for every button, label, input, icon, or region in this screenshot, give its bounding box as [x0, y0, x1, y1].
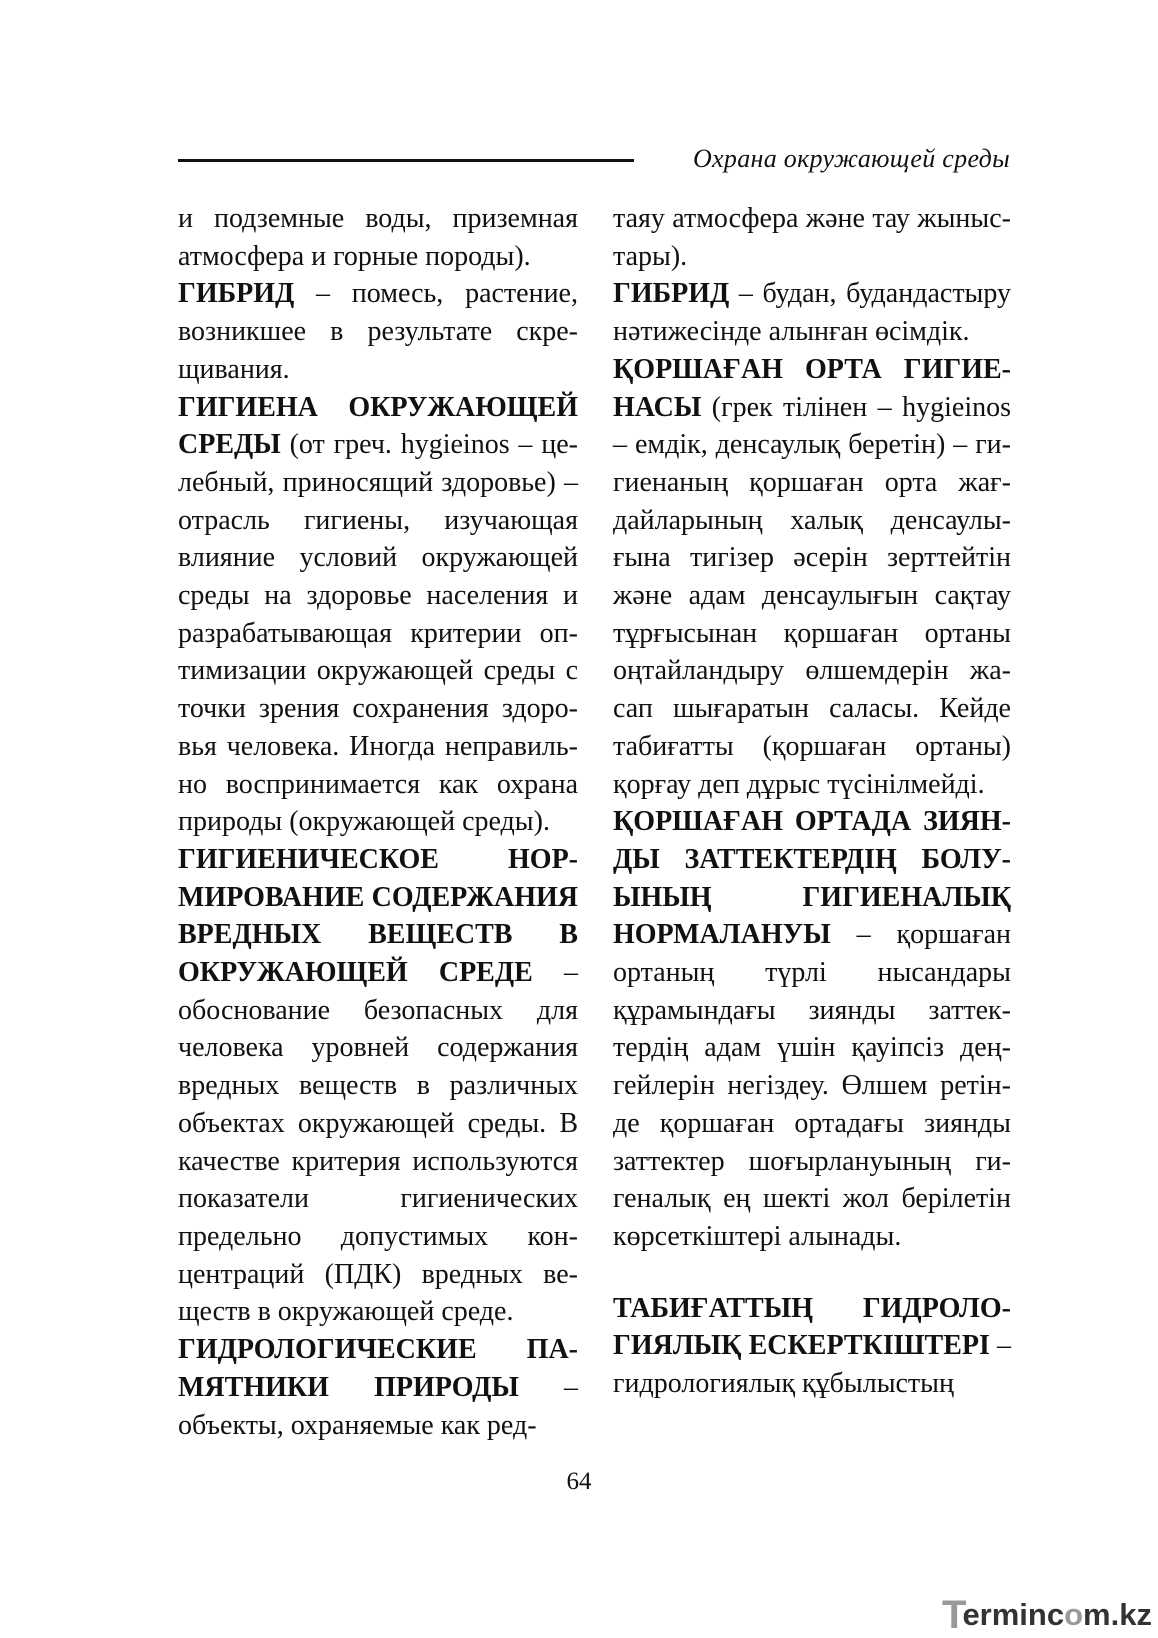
entry-text: (грек тілінен – hygieinos – емдік, денсаулық беретін) – гигиенаның қоршаған орта жағдайларының халық денсаулығына тигізер әсерін зерттейтін және адам денсаулығын сақтау тұрғысынан қоршаған ортаны оңтайландыру өлшемдерін жасап шығаратын саласы. Кейде табиғатты (қоршаған ортаны) қорғау деп дұрыс түсінілмейді. [613, 391, 1011, 800]
entry [178, 200, 578, 275]
watermark-o: o [1064, 1597, 1084, 1632]
entry-term: ГИДРОЛОГИЧЕСКИЕ ПАМЯТНИКИ ПРИРОДЫ [178, 1334, 578, 1403]
watermark-text-1: erminc [962, 1597, 1065, 1632]
watermark-text-2: m.kz [1083, 1597, 1152, 1632]
entry-text: – қоршаған ортаның түрлі нысандары құрамындағы зиянды заттектердің адам үшін қауіпсіз деңгейлерін негіздеу. Өлшем ретінде қоршаған ортадағы зиянды заттектер шоғырлануының гигеналық ең шекті жол берілетін көрсеткіштері алынады. [613, 919, 1011, 1252]
entry [178, 389, 578, 841]
entry-term: ҚОРШАҒАН ОРТА ГИГИЕНАСЫ [613, 353, 1011, 423]
entry [178, 275, 578, 388]
entry-term: ҚОРШАҒАН ОРТАДА ЗИЯНДЫ ЗАТТЕКТЕРДІҢ БОЛУЫНЫҢ ГИГИЕНАЛЫҚ НОРМАЛАНУЫ [613, 806, 1011, 951]
running-title: Охрана окружающей среды [692, 144, 1010, 173]
watermark-big-t: T [942, 1593, 967, 1637]
entry [613, 200, 1011, 275]
entry [613, 1290, 1011, 1403]
entry-text: – гидрологиялық құбылыстың [613, 1330, 1011, 1400]
right-column-kazakh [613, 200, 1011, 1403]
entry-text: – обоснование безопасных для человека уровней содержания вредных веществ в различных объектах окружающей среды. В качестве критерия используются показатели гигиенических предельно допустимых концентраций (ПДК) вредных веществ в окружающей среде. [178, 957, 578, 1328]
entry [613, 351, 1011, 803]
header-rule [178, 159, 634, 162]
entry-term: ГИБРИД [178, 278, 295, 310]
entry-text: и подземные воды, приземная атмосфера и горные породы). [178, 203, 578, 272]
paragraph-gap [613, 1256, 1011, 1290]
entry [613, 803, 1011, 1255]
entry [613, 275, 1011, 350]
entry-text: (от греч. hygieinos – целебный, приносящий здоровье) – отрасль гигиены, изучающая влияние условий окружающей среды на здоровье населения и разрабатывающая критерии оптимизации окружающей среды с точки зрения сохранения здоровья человека. Иногда неправильно воспринимается как охрана природы (окружающей среды). [178, 429, 578, 838]
entry-text: – будан, будандастыру нәтижесінде алынған өсімдік. [613, 278, 1011, 348]
entry-text: – объекты, охраняемые как ред- [178, 1371, 578, 1441]
entry-text: таяу атмосфера және тау жыныстары). [613, 203, 1011, 272]
entry-term: ГИГИЕНИЧЕСКОЕ НОРМИРОВАНИЕ СОДЕРЖАНИЯ ВРЕДНЫХ ВЕЩЕСТВ В ОКРУЖАЮЩЕЙ СРЕДЕ [178, 843, 578, 989]
entry-term: ТАБИҒАТТЫҢ ГИДРОЛОГИЯЛЫҚ ЕСКЕРТКІШТЕРІ [613, 1292, 1011, 1362]
left-column-russian [178, 200, 578, 1444]
termincom-watermark-logo [942, 1593, 1152, 1638]
entry [178, 1331, 578, 1444]
page-number: 64 [566, 1468, 592, 1495]
entry-text: – помесь, растение, возникшее в результате скрещивания. [178, 278, 578, 385]
entry [178, 841, 578, 1331]
entry-term: ГИГИЕНА ОКРУЖАЮЩЕЙ СРЕДЫ [178, 391, 578, 461]
entry-term: ГИБРИД [613, 278, 730, 310]
